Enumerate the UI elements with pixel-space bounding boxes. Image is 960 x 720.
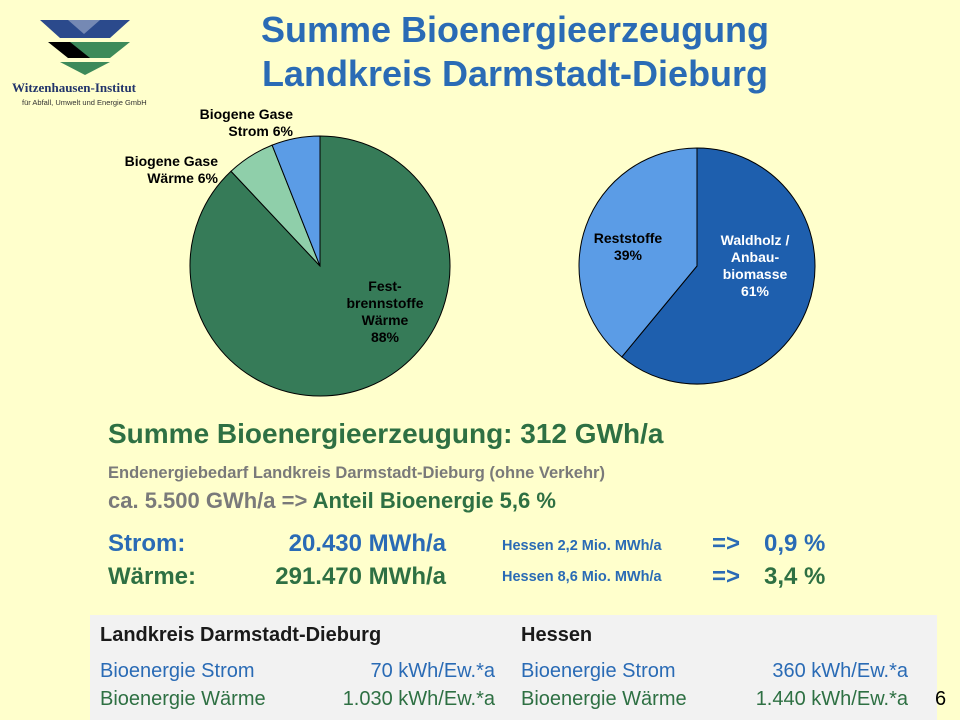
pie1-label-festbrennstoffe: Fest- brennstoffe Wärme 88% (346, 278, 424, 345)
comparison-left-row-value: 70 kWh/Ew.*a (370, 660, 495, 682)
stat-strom-arrow: => (712, 530, 741, 557)
stat-waerme-label: Wärme: (108, 563, 197, 590)
stat-strom-percent: 0,9 % (764, 530, 826, 557)
stat-strom-value: 20.430 MWh/a (288, 530, 446, 557)
page-number: 6 (935, 688, 947, 710)
comparison-right-row-label: Bioenergie Wärme (521, 688, 687, 710)
share-suffix: Anteil Bioenergie 5,6 % (312, 488, 556, 513)
title-line-2: Landkreis Darmstadt-Dieburg (261, 53, 769, 94)
comparison-box (90, 615, 937, 720)
summary-subline: Endenergiebedarf Landkreis Darmstadt-Dieburg (ohne Verkehr) (108, 464, 605, 482)
pie2-label-waldholz: Waldholz / Anbau- biomasse 61% (720, 232, 790, 299)
stat-waerme-hessen: Hessen 8,6 Mio. MWh/a (502, 569, 662, 585)
summary-headline: Summe Bioenergieerzeugung: 312 GWh/a (108, 418, 664, 449)
stat-waerme-percent: 3,4 % (764, 563, 826, 590)
comparison-left-header: Landkreis Darmstadt-Dieburg (100, 624, 382, 646)
logo-name: Witzenhausen-Institut (12, 80, 137, 95)
comparison-right-row-value: 1.440 kWh/Ew.*a (755, 688, 908, 710)
comparison-left-row-label: Bioenergie Wärme (100, 688, 266, 710)
pie1-label-biogas-waerme: Biogene Gase Wärme 6% (124, 153, 218, 186)
stat-strom-label: Strom: (108, 530, 186, 557)
comparison-right-header: Hessen (521, 624, 593, 646)
title-line-1: Summe Bioenergieerzeugung (260, 9, 770, 50)
logo-subtitle: für Abfall, Umwelt und Energie GmbH (22, 98, 147, 107)
comparison-left-row-value: 1.030 kWh/Ew.*a (342, 688, 495, 710)
share-prefix: ca. 5.500 GWh/a => (108, 488, 308, 513)
stat-strom-hessen: Hessen 2,2 Mio. MWh/a (502, 538, 662, 554)
summary-share (108, 488, 556, 514)
stat-waerme-arrow: => (712, 563, 741, 590)
pie2-label-reststoffe: Reststoffe 39% (593, 230, 663, 263)
comparison-right-row-label: Bioenergie Strom (521, 660, 676, 682)
pie1-label-biogas-strom: Biogene Gase Strom 6% (199, 106, 293, 139)
stat-waerme-value: 291.470 MWh/a (275, 563, 446, 590)
comparison-left-row-label: Bioenergie Strom (100, 660, 255, 682)
comparison-right-row-value: 360 kWh/Ew.*a (772, 660, 908, 682)
